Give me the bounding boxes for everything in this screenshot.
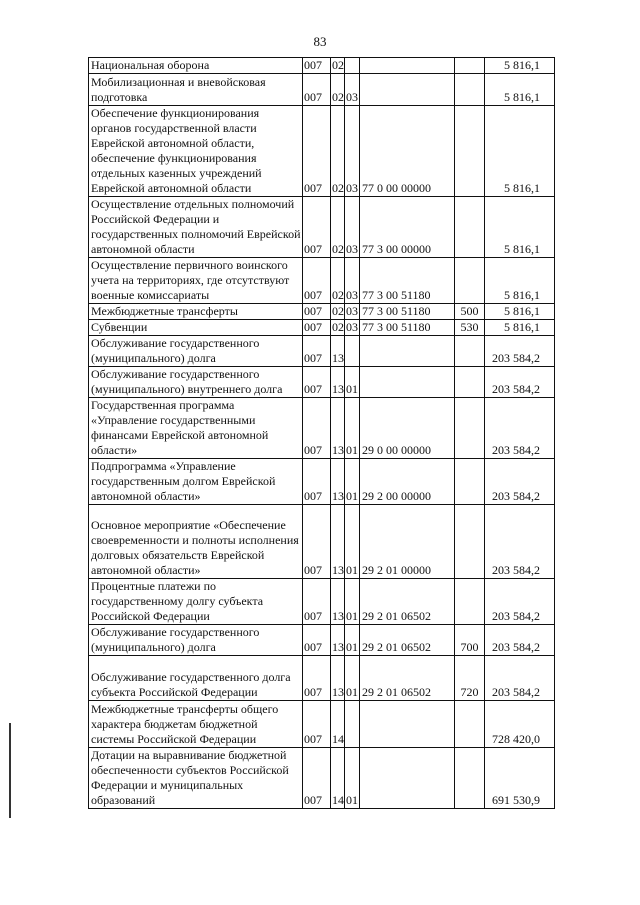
row-expense-type: 500 [455, 304, 485, 320]
row-expense-type: 530 [455, 320, 485, 336]
row-section: 13 [331, 367, 345, 398]
row-subsection [345, 336, 360, 367]
row-section: 13 [331, 398, 345, 459]
row-grbs: 007 [303, 748, 331, 809]
table-row [89, 398, 555, 459]
row-subsection: 01 [345, 625, 360, 656]
row-grbs: 007 [303, 106, 331, 197]
row-name: Обслуживание государственного (муниципального) внутреннего долга [89, 367, 303, 398]
row-grbs: 007 [303, 320, 331, 336]
row-amount: 5 816,1 [485, 74, 555, 106]
table-row [89, 106, 555, 197]
row-name: Основное мероприятие «Обеспечение своевременности и полноты исполнения долговых обязательств Еврейской автономной области» [89, 505, 303, 579]
page-number: 83 [313, 34, 327, 49]
row-expense-type [455, 336, 485, 367]
row-target-article: 77 3 00 51180 [360, 258, 455, 304]
row-grbs: 007 [303, 258, 331, 304]
row-grbs: 007 [303, 58, 331, 74]
row-section: 02 [331, 258, 345, 304]
row-name: Субвенции [89, 320, 303, 336]
row-subsection: 03 [345, 258, 360, 304]
table-row [89, 258, 555, 304]
row-grbs: 007 [303, 701, 331, 748]
table-row [89, 656, 555, 701]
row-subsection [345, 701, 360, 748]
row-expense-type [455, 748, 485, 809]
row-target-article: 29 2 01 06502 [360, 656, 455, 701]
row-section: 02 [331, 197, 345, 258]
row-expense-type [455, 579, 485, 625]
row-subsection: 01 [345, 748, 360, 809]
row-name: Процентные платежи по государственному долгу субъекта Российской Федерации [89, 579, 303, 625]
row-target-article: 29 2 00 00000 [360, 459, 455, 505]
table-row [89, 74, 555, 106]
row-target-article [360, 58, 455, 74]
row-amount: 691 530,9 [485, 748, 555, 809]
table-row [89, 336, 555, 367]
row-amount: 5 816,1 [485, 258, 555, 304]
row-target-article: 29 2 01 06502 [360, 579, 455, 625]
row-target-article: 29 0 00 00000 [360, 398, 455, 459]
row-target-article: 77 0 00 00000 [360, 106, 455, 197]
row-target-article: 29 2 01 06502 [360, 625, 455, 656]
budget-table [88, 57, 555, 809]
row-section: 02 [332, 304, 344, 318]
row-name: Осуществление отдельных полномочий Российской Федерации и государственных полномочий Еврейской автономной области [89, 197, 303, 258]
row-grbs: 007 [303, 304, 331, 320]
table-row [89, 579, 555, 625]
table-row [89, 701, 555, 748]
row-section: 02 [331, 106, 345, 197]
table-row [89, 459, 555, 505]
row-section: 13 [331, 505, 345, 579]
row-section: 14 [331, 701, 345, 748]
row-target-article [360, 336, 455, 367]
row-amount: 203 584,2 [485, 579, 555, 625]
row-target-article [360, 74, 455, 106]
row-amount: 5 816,1 [485, 58, 555, 74]
row-section: 13 [331, 625, 345, 656]
row-expense-type [455, 505, 485, 579]
row-subsection [345, 58, 360, 74]
row-expense-type [455, 197, 485, 258]
row-subsection: 01 [345, 367, 360, 398]
row-expense-type [455, 398, 485, 459]
row-target-article [360, 367, 455, 398]
row-grbs: 007 [303, 579, 331, 625]
row-subsection: 01 [345, 505, 360, 579]
row-grbs: 007 [303, 74, 331, 106]
row-name: Государственная программа «Управление государственными финансами Еврейской автономной области» [89, 398, 303, 459]
row-grbs: 007 [303, 197, 331, 258]
table-row [89, 748, 555, 809]
row-grbs: 007 [303, 505, 331, 579]
row-grbs: 007 [303, 336, 331, 367]
row-name: Национальная оборона [89, 58, 303, 74]
row-expense-type [455, 106, 485, 197]
row-section: 02 [332, 58, 344, 72]
table-row [89, 304, 555, 320]
row-expense-type [455, 258, 485, 304]
row-grbs: 007 [303, 367, 331, 398]
row-target-article [360, 701, 455, 748]
table-row [89, 197, 555, 258]
row-amount: 5 816,1 [485, 320, 555, 336]
row-amount: 5 816,1 [485, 197, 555, 258]
row-expense-type: 700 [455, 625, 485, 656]
row-target-article: 77 3 00 51180 [360, 320, 455, 336]
row-name: Дотации на выравнивание бюджетной обеспеченности субъектов Российской Федерации и муниципальных образований [89, 748, 303, 809]
row-expense-type [455, 701, 485, 748]
row-name: Подпрограмма «Управление государственным долгом Еврейской автономной области» [89, 459, 303, 505]
row-subsection: 01 [345, 579, 360, 625]
row-expense-type [455, 74, 485, 106]
row-amount: 203 584,2 [485, 398, 555, 459]
row-amount: 203 584,2 [485, 505, 555, 579]
row-subsection: 03 [345, 197, 360, 258]
row-section: 13 [331, 459, 345, 505]
row-expense-type: 720 [455, 656, 485, 701]
row-section: 02 [332, 320, 344, 334]
row-section: 14 [331, 748, 345, 809]
row-section: 13 [331, 656, 345, 701]
row-section: 13 [331, 579, 345, 625]
row-amount: 5 816,1 [485, 106, 555, 197]
margin-line [9, 723, 11, 818]
row-target-article: 77 3 00 00000 [360, 197, 455, 258]
table-row [89, 505, 555, 579]
row-name: Межбюджетные трансферты общего характера бюджетам бюджетной системы Российской Федерации [89, 701, 303, 748]
table-row [89, 58, 555, 74]
row-name: Обслуживание государственного долга субъекта Российской Федерации [89, 656, 303, 701]
row-subsection: 03 [346, 304, 358, 318]
row-target-article: 77 3 00 51180 [360, 304, 455, 320]
row-subsection: 03 [345, 106, 360, 197]
row-grbs: 007 [303, 459, 331, 505]
row-section: 02 [331, 74, 345, 106]
row-grbs: 007 [303, 656, 331, 701]
row-expense-type [455, 58, 485, 74]
row-name: Межбюджетные трансферты [89, 304, 303, 320]
row-amount: 203 584,2 [485, 459, 555, 505]
row-name: Обслуживание государственного (муниципального) долга [89, 625, 303, 656]
row-amount: 728 420,0 [485, 701, 555, 748]
table-row [89, 625, 555, 656]
row-expense-type [455, 459, 485, 505]
table-row [89, 367, 555, 398]
row-subsection: 03 [346, 320, 358, 334]
row-subsection: 03 [345, 74, 360, 106]
row-grbs: 007 [303, 625, 331, 656]
row-section: 13 [331, 336, 345, 367]
row-subsection: 01 [345, 656, 360, 701]
row-target-article [360, 748, 455, 809]
row-name: Обслуживание государственного (муниципального) долга [89, 336, 303, 367]
row-name: Мобилизационная и вневойсковая подготовка [89, 74, 303, 106]
row-expense-type [455, 367, 485, 398]
row-subsection: 01 [345, 459, 360, 505]
row-name: Осуществление первичного воинского учета на территориях, где отсутствуют военные комиссариаты [89, 258, 303, 304]
table-row [89, 320, 555, 336]
row-grbs: 007 [303, 398, 331, 459]
row-amount: 203 584,2 [485, 625, 555, 656]
row-amount: 203 584,2 [485, 367, 555, 398]
row-amount: 5 816,1 [485, 304, 555, 320]
row-amount: 203 584,2 [485, 656, 555, 701]
row-name: Обеспечение функционирования органов государственной власти Еврейской автономной области, обеспечение функционирования отдельных казенных учреждений Еврейской автономной области [89, 106, 303, 197]
row-target-article: 29 2 01 00000 [360, 505, 455, 579]
row-amount: 203 584,2 [485, 336, 555, 367]
row-subsection: 01 [345, 398, 360, 459]
